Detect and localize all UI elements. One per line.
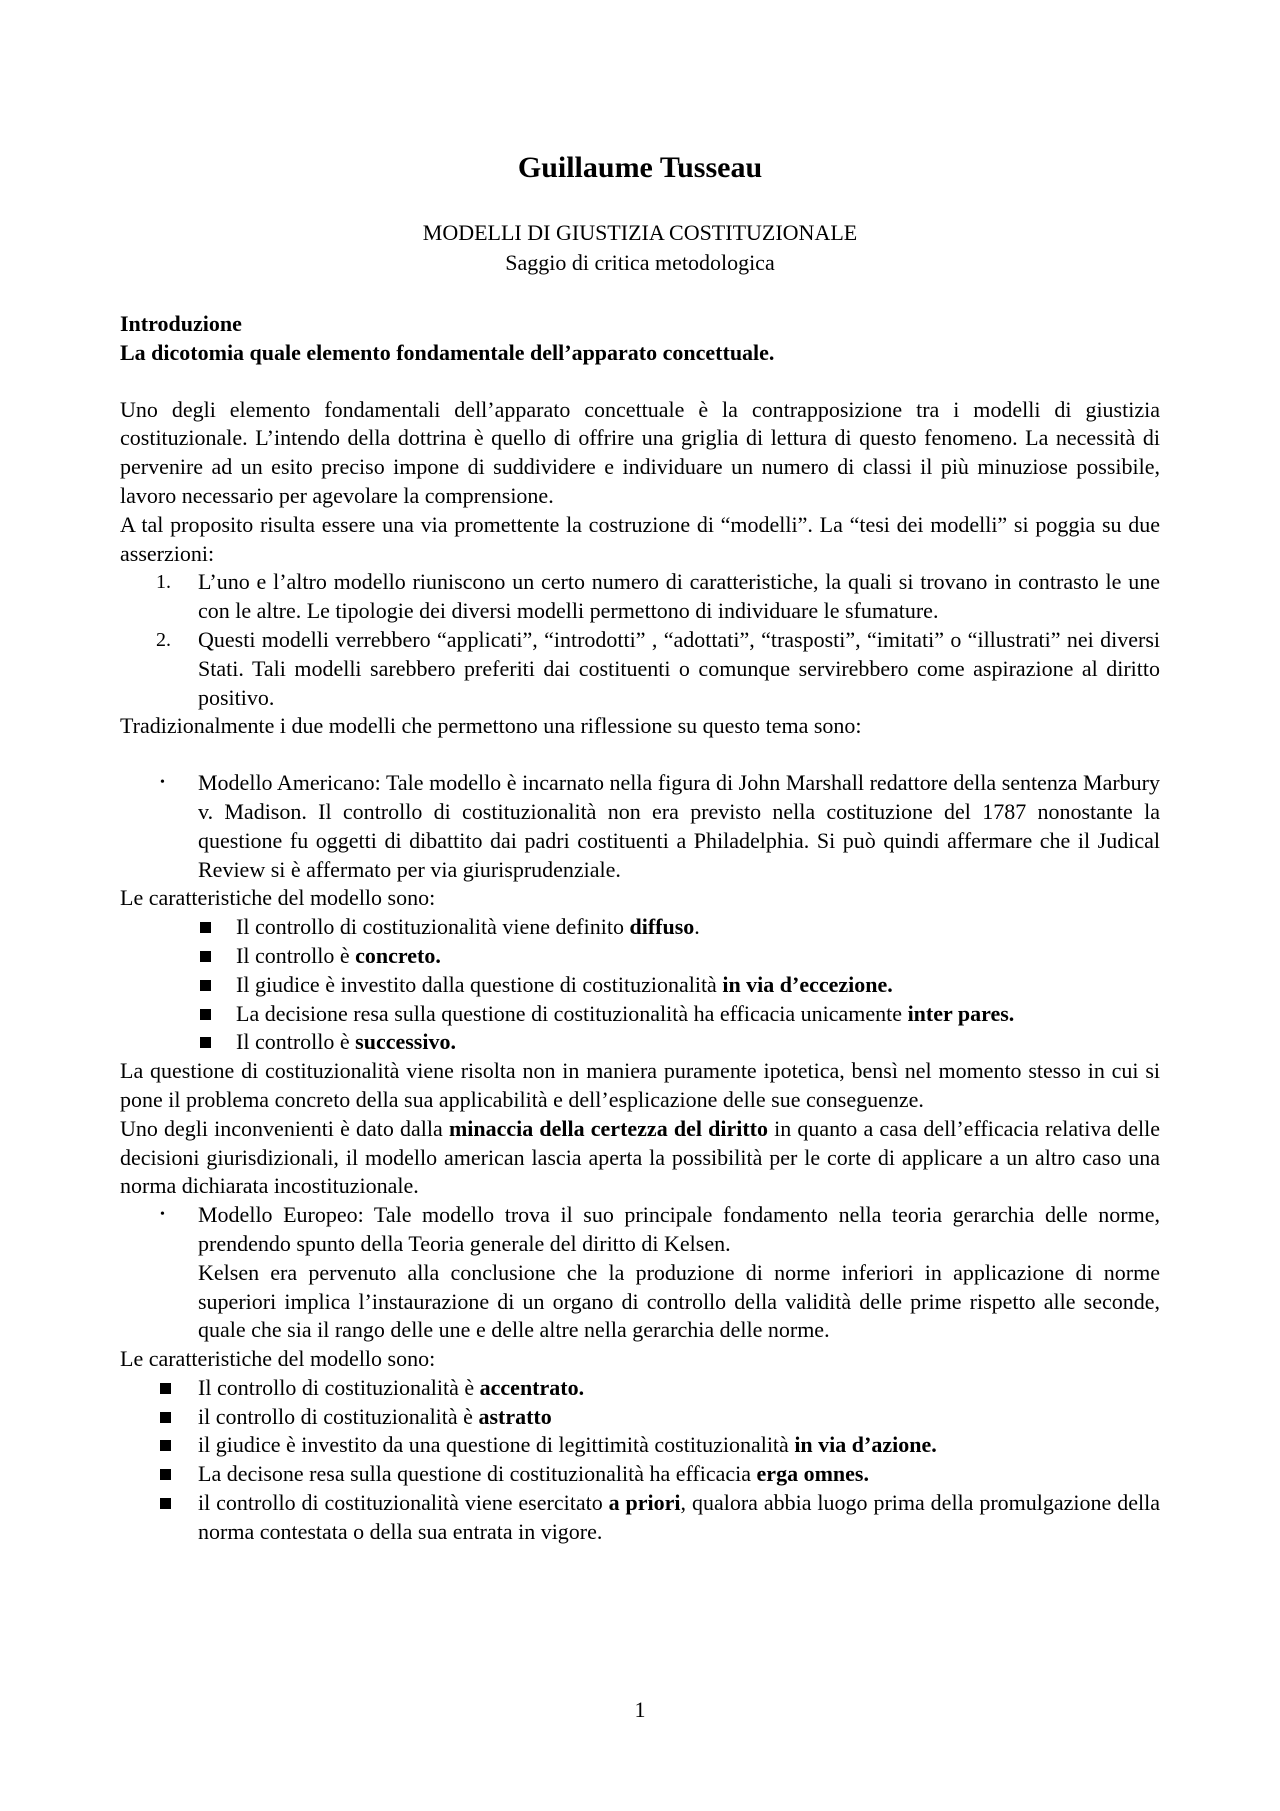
trait-text: La decisone resa sulla questione di costituzionalità ha efficacia (198, 1461, 757, 1487)
square-bullet-icon (160, 1412, 171, 1423)
spacer (120, 741, 1160, 769)
list-item (120, 769, 1160, 884)
list-number: 1. (156, 571, 171, 594)
square-bullet-icon (200, 1037, 211, 1048)
drawback-bold: minaccia della certezza del diritto (448, 1115, 768, 1141)
trait-bold: accentrato. (479, 1374, 585, 1400)
list-item (120, 1431, 1160, 1460)
trait-text: Il controllo è (236, 1029, 356, 1055)
trait-bold: diffuso (629, 914, 695, 940)
characteristics-label: Le caratteristiche del modello sono: (120, 885, 436, 911)
drawback-text-end: in quanto a casa dell’efficacia relativa delle decisioni giurisdizionali, il modello american lascia aperta la possibilità per le corte di applicare a un altro caso una norma dichiarata incostituzionale. (120, 1115, 1161, 1199)
list-item (120, 626, 1160, 712)
list-item (120, 1201, 1160, 1345)
trait-bold: erga omnes. (756, 1461, 869, 1487)
trait-bold: successivo. (355, 1029, 456, 1055)
trait-text: La decisione resa sulla questione di costituzionalità ha efficacia unicamente (236, 1000, 908, 1026)
trait-text: Il controllo di costituzionalità è (198, 1374, 480, 1400)
trait-bold: astratto (478, 1403, 552, 1429)
trait-text: Il controllo è (236, 942, 356, 968)
square-bullet-icon (200, 980, 211, 991)
list-item-text: Questi modelli verrebbero “applicati”, “introdotti” , “adottati”, “trasposti”, “imitati” o “illustrati” nei diversi Stati. Tali modelli sarebbero preferiti dai costituenti o comunque servirebbero come aspirazione al diritto positivo. (198, 626, 1160, 710)
list-item-text: L’uno e l’altro modello riuniscono un certo numero di caratteristiche, la quali si trovano in contrasto le une con le altre. Le tipologie dei diversi modelli permettono di individuare le sfumature. (198, 569, 1160, 624)
trait-text: Il giudice è investito dalla questione di costituzionalità (236, 971, 723, 997)
bullet-icon: • (160, 775, 165, 791)
drawback-text: Uno degli inconvenienti è dato dalla (120, 1115, 449, 1141)
list-item (120, 1403, 1160, 1432)
american-model-text: Modello Americano: Tale modello è incarnato nella figura di John Marshall redattore della sentenza Marbury v. Madison. Il controllo di costituzionalità non era previsto nella costituzione del 1787 nonostante la questione fu oggetti di dibattito dai padri costituenti a Philadelphia. Si può quindi affermare che il Judical Review si è affermato per via giurisprudenziale. (198, 770, 1160, 882)
square-bullet-icon (200, 951, 211, 962)
list-item (120, 1028, 1160, 1057)
square-bullet-icon (160, 1469, 171, 1480)
trait-bold: inter pares. (907, 1000, 1015, 1026)
list-number: 2. (156, 628, 171, 651)
list-item (120, 568, 1160, 626)
square-bullet-icon (200, 922, 211, 933)
trait-text-end: , qualora abbia luogo prima della promulgazione della norma contestata o della sua entrata in vigore. (198, 1490, 1160, 1544)
drawback-paragraph (120, 1115, 1160, 1201)
american-model-list (120, 769, 1160, 884)
document-title: MODELLI DI GIUSTIZIA COSTITUZIONALE (422, 220, 858, 245)
trait-text: Il controllo di costituzionalità viene definito (236, 914, 630, 940)
square-bullet-icon (160, 1498, 171, 1509)
question-paragraph: La questione di costituzionalità viene risolta non in maniera puramente ipotetica, bensì nel momento stesso in cui si pone il problema concreto della sua applicabilità e dell’esplicazione delle sue conseguenze. (120, 1058, 1160, 1112)
list-item (120, 1489, 1160, 1547)
spacer (120, 368, 1160, 396)
section-subheading: La dicotomia quale elemento fondamentale dell’apparato concettuale. (120, 339, 775, 365)
list-item (120, 1460, 1160, 1489)
american-traits-list (120, 913, 1160, 1057)
list-item (120, 971, 1160, 1000)
square-bullet-icon (200, 1009, 211, 1020)
trait-bold: in via d’azione. (794, 1432, 937, 1458)
european-traits-list (120, 1374, 1160, 1547)
page-content (120, 150, 1160, 1547)
page-number: 1 (634, 1697, 646, 1722)
trait-text: il giudice è investito da una questione di legittimità costituzionalità (198, 1432, 795, 1458)
trait-bold: concreto. (355, 942, 441, 968)
traditional-paragraph: Tradizionalmente i due modelli che permettono una riflessione su questo tema sono: (120, 713, 862, 739)
intro-paragraph: Uno degli elemento fondamentali dell’apparato concettuale è la contrapposizione tra i modelli di giustizia costituzionale. L’intendo della dottrina è quello di offrire una griglia di lettura di questo fenomeno. La necessità di pervenire ad un esito preciso impone di suddividere e individuare un numero di classi il più minuziose possibile, lavoro necessario per agevolare la comprensione. (120, 396, 1160, 508)
trait-bold: a priori (608, 1490, 681, 1516)
square-bullet-icon (160, 1383, 171, 1394)
list-item (120, 913, 1160, 942)
document-subtitle: Saggio di critica metodologica (505, 250, 775, 275)
trait-text: il controllo di costituzionalità viene esercitato (198, 1490, 609, 1516)
european-model-text: Modello Europeo: Tale modello trova il suo principale fondamento nella teoria gerarchia delle norme, prendendo spunto della Teoria generale del diritto di Kelsen. (198, 1202, 1160, 1256)
list-item (120, 1000, 1160, 1029)
list-item (120, 1374, 1160, 1403)
author-name: Guillaume Tusseau (517, 151, 763, 184)
section-heading: Introduzione (120, 311, 242, 336)
assertions-list (120, 568, 1160, 712)
characteristics-label: Le caratteristiche del modello sono: (120, 1346, 436, 1372)
trait-text: il controllo di costituzionalità è (198, 1403, 479, 1429)
square-bullet-icon (160, 1440, 171, 1451)
models-paragraph: A tal proposito risulta essere una via promettente la costruzione di “modelli”. La “tesi dei modelli” si poggia su due asserzioni: (120, 511, 1160, 566)
kelsen-paragraph: Kelsen era pervenuto alla conclusione che la produzione di norme inferiori in applicazione di norme superiori implica l’instaurazione di un organo di controllo della validità delle prime rispetto alle seconde, quale che sia il rango delle une e delle altre nella gerarchia delle norme. (198, 1259, 1160, 1343)
european-model-list (120, 1201, 1160, 1345)
trait-text-end: . (694, 914, 700, 940)
bullet-icon: • (160, 1207, 165, 1223)
list-item (120, 942, 1160, 971)
trait-bold: in via d’eccezione. (722, 971, 893, 997)
